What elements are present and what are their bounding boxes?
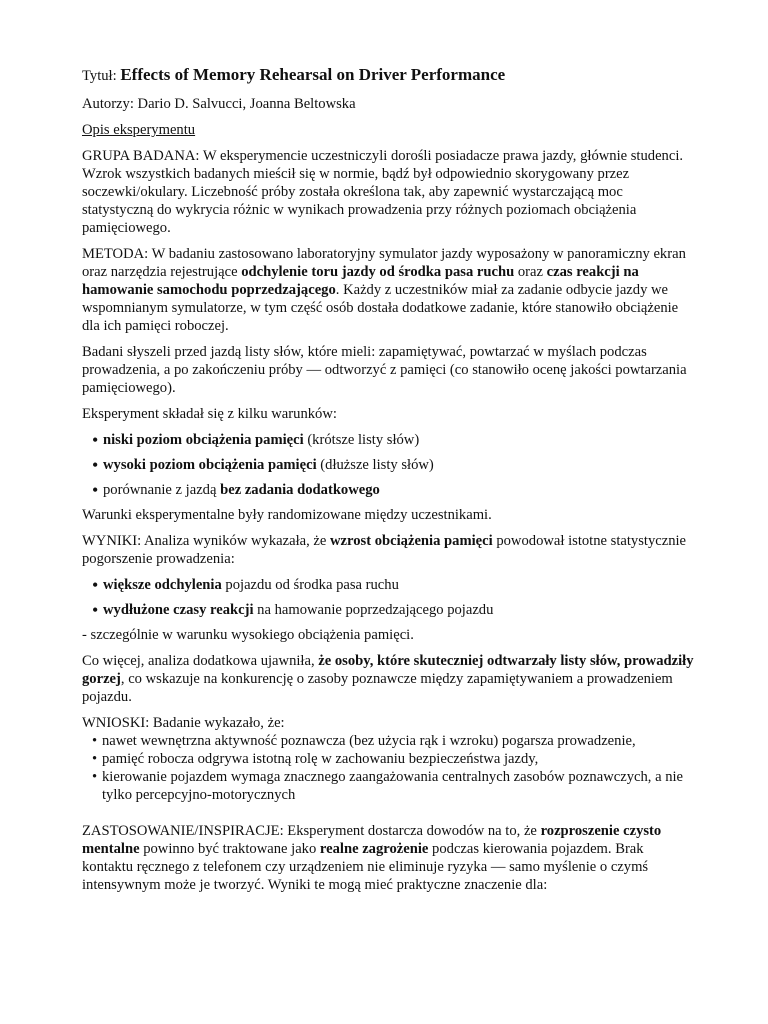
metoda-paragraph xyxy=(82,245,694,335)
document-title: Effects of Memory Rehearsal on Driver Performance xyxy=(120,65,506,84)
metoda-text-2: oraz xyxy=(514,264,547,280)
list-item: • kierowanie pojazdem wymaga znacznego zaangażowania centralnych zasobów poznawczych, a nie tylko percepcyjno-motorycznych xyxy=(92,768,694,804)
list-item xyxy=(92,481,694,499)
zast-bold-2: realne zagrożenie xyxy=(319,841,429,857)
metoda-bold-2: czas reakcji na hamowanie samochodu poprzedzającego xyxy=(82,264,639,298)
wyniki-list xyxy=(82,576,694,619)
warunek-1-bold: niski poziom obciążenia pamięci xyxy=(103,432,304,448)
zastosowanie-paragraph xyxy=(82,822,694,894)
wnioski-list xyxy=(82,732,694,804)
warunek-3-bold: bez zadania dodatkowego xyxy=(220,482,380,498)
warunek-2-bold: wysoki poziom obciążenia pamięci xyxy=(103,457,317,473)
warunek-3-pre: porównanie z jazdą xyxy=(103,482,221,498)
list-item xyxy=(92,601,694,619)
list-item xyxy=(92,456,694,474)
warunki-list xyxy=(82,431,694,499)
wyniki-note: - szczególnie w warunku wysokiego obciążenia pamięci. xyxy=(82,627,414,643)
wynik-2-rest: na hamowanie poprzedzającego pojazdu xyxy=(253,602,494,618)
wyniki-text-1: WYNIKI: Analiza wyników wykazała, że xyxy=(82,533,331,549)
warunek-2-rest: (dłuższe listy słów) xyxy=(316,457,434,473)
wnioski-intro: WNIOSKI: Badanie wykazało, że: xyxy=(82,715,285,731)
zast-bold-1: rozproszenie czysto mentalne xyxy=(82,823,662,857)
badani-paragraph: Badani słyszeli przed jazdą listy słów, które mieli: zapamiętywać, powtarzać w myślach podczas prowadzenia, a po zakończeniu próby — odtworzyć z pamięci (co stanowiło ocenę jakości powtarzania pamięciowego). xyxy=(82,344,687,396)
section-heading: Opis eksperymentu xyxy=(82,122,196,138)
grupa-badana-paragraph: GRUPA BADANA: W eksperymencie uczestniczyli dorośli posiadacze prawa jazdy, głównie studenci. Wzrok wszystkich badanych mieścił się w normie, bądź był odpowiednio skorygowany przez soczewki/okulary. Liczebność próby została określona tak, aby zapewnić wystarczającą moc statystyczną do wykrycia różnic w wynikach prowadzenia przy różnych poziomach obciążenia pamięciowego. xyxy=(82,148,684,236)
randomizacja-paragraph: Warunki eksperymentalne były randomizowane między uczestnikami. xyxy=(82,507,492,523)
list-item xyxy=(92,576,694,594)
metoda-text-3: . Każdy z uczestników miał za zadanie odbycie jazdy we wspomnianym symulatorze, w tym część osób dostała dodatkowe zadanie, które stanowiło obciążenie dla ich pamięci roboczej. xyxy=(82,282,679,334)
metoda-text-1: METODA: W badaniu zastosowano laboratoryjny symulator jazdy wyposażony w panoramiczny ekran oraz narzędzia rejestrujące xyxy=(82,246,686,280)
title-label: Tytuł: xyxy=(82,68,117,84)
covid-text-2: , co wskazuje na konkurencję o zasoby poznawcze między zapamiętywaniem a prowadzeniem pojazdu. xyxy=(82,671,673,705)
covid-text-1: Co więcej, analiza dodatkowa ujawniła, xyxy=(82,653,319,669)
zast-text-1: ZASTOSOWANIE/INSPIRACJE: Eksperyment dostarcza dowodów na to, że xyxy=(82,823,541,839)
metoda-bold-1: odchylenie toru jazdy od środka pasa ruchu xyxy=(241,264,515,280)
list-item xyxy=(92,431,694,449)
analiza-dodatkowa-paragraph xyxy=(82,652,694,706)
wyniki-paragraph xyxy=(82,532,694,568)
list-item: • pamięć robocza odgrywa istotną rolę w zachowaniu bezpieczeństwa jazdy, xyxy=(92,750,694,768)
zast-text-3: podczas kierowania pojazdem. Brak kontaktu ręcznego z telefonem czy urządzeniem nie eliminuje ryzyka — samo myślenie o czymś intensywnym może je tworzyć. Wyniki te mogą mieć praktyczne znaczenie dla: xyxy=(82,841,649,893)
document-body xyxy=(82,66,694,902)
warunek-1-rest: (krótsze listy słów) xyxy=(303,432,420,448)
wynik-1-bold: większe odchylenia xyxy=(103,577,222,593)
wynik-1-rest: pojazdu od środka pasa ruchu xyxy=(221,577,399,593)
title-line xyxy=(82,66,694,85)
wyniki-bold-1: wzrost obciążenia pamięci xyxy=(330,533,493,549)
wynik-2-bold: wydłużone czasy reakcji xyxy=(103,602,254,618)
wyniki-text-2: powodował istotne statystycznie pogorszenie prowadzenia: xyxy=(82,533,687,567)
authors-line: Autorzy: Dario D. Salvucci, Joanna Beltowska xyxy=(82,96,356,112)
warunki-intro: Eksperyment składał się z kilku warunków: xyxy=(82,406,337,422)
zast-text-2: powinno być traktowane jako xyxy=(139,841,320,857)
covid-bold-1: że osoby, które skuteczniej odtwarzały listy słów, prowadziły gorzej xyxy=(82,653,694,687)
list-item: • nawet wewnętrzna aktywność poznawcza (bez użycia rąk i wzroku) pogarsza prowadzenie, xyxy=(92,732,694,750)
